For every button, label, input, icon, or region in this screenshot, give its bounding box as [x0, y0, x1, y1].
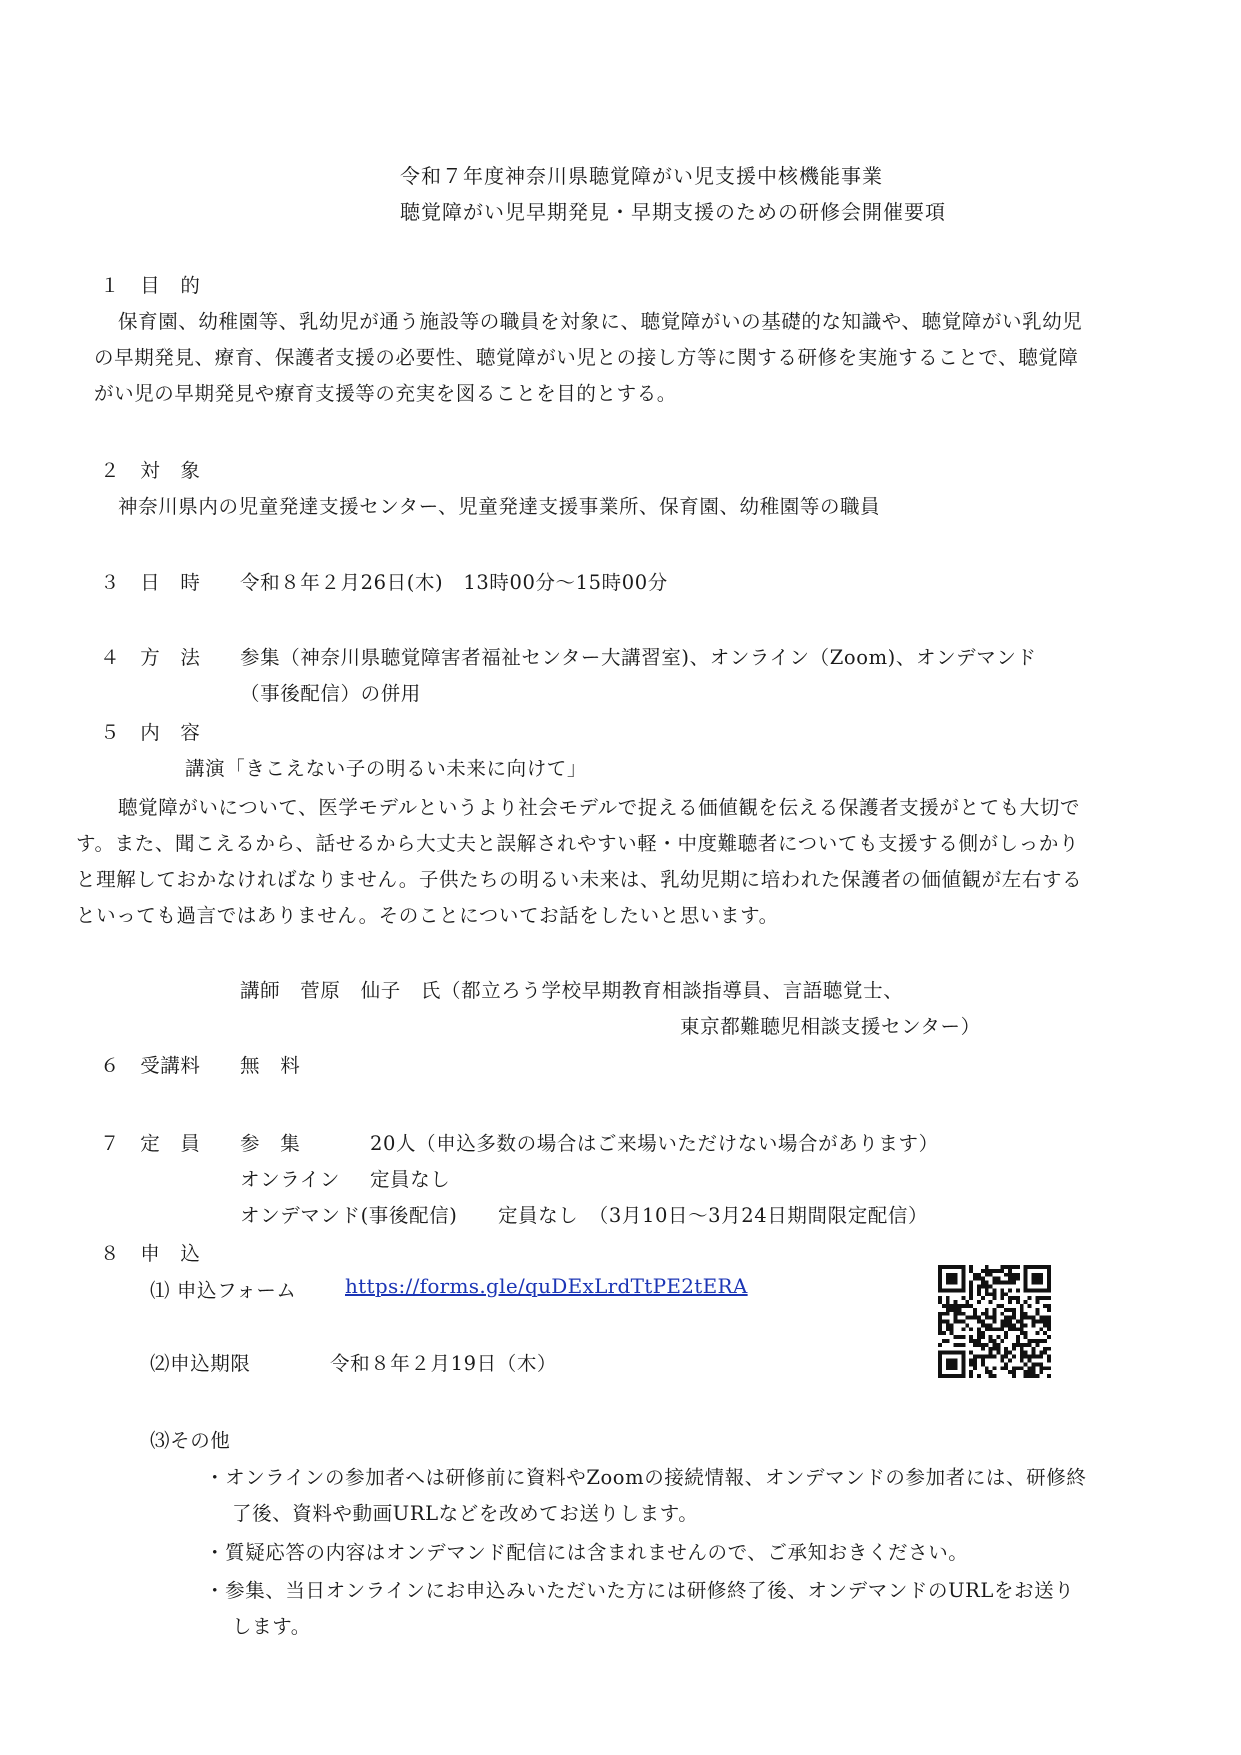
target-text: 神奈川県内の児童発達支援センター、児童発達支援事業所、保育園、幼稚園等の職員 — [118, 495, 881, 518]
section-heading-application: ８ 申 込 — [100, 1242, 201, 1265]
purpose-text-line3: がい児の早期発見や療育支援等の充実を図ることを目的とする。 — [94, 382, 677, 405]
lecturer-line1: 講師 菅原 仙子 氏（都立ろう学校早期教育相談指導員、言語聴覚士、 — [240, 979, 904, 1002]
fee-value: 無 料 — [240, 1054, 301, 1077]
content-text-line1: 聴覚障がいについて、医学モデルというより社会モデルで捉える価値観を伝える保護者支援がとても大切で — [118, 796, 1081, 819]
document-title-line2: 聴覚障がい児早期発見・早期支援のための研修会開催要項 — [400, 200, 946, 224]
section-heading-fee: ６ 受講料 — [100, 1054, 201, 1077]
application-form-label: ⑴ 申込フォーム — [150, 1279, 297, 1302]
capacity-label-online: オンライン — [240, 1168, 340, 1191]
application-other-label: ⑶その他 — [150, 1429, 231, 1452]
section-heading-datetime: ３ 日 時 — [100, 571, 201, 594]
other-bullet1-line2: 了後、資料や動画URLなどを改めてお送りします。 — [232, 1502, 699, 1525]
method-text-line1: 参集（神奈川県聴覚障害者福祉センター大講習室)、オンライン（Zoom)、オンデマンド — [240, 646, 1037, 669]
section-heading-capacity: ７ 定 員 — [100, 1132, 201, 1155]
other-bullet3-line2: します。 — [232, 1615, 311, 1638]
capacity-value-online: 定員なし — [370, 1168, 451, 1191]
section-heading-target: ２ 対 象 — [100, 459, 201, 482]
other-bullet3-line1: ・参集、当日オンラインにお申込みいただいた方には研修終了後、オンデマンドのURLをお送り — [205, 1579, 1075, 1602]
section-heading-content: ５ 内 容 — [100, 721, 201, 744]
lecturer-line2: 東京都難聴児相談支援センター） — [680, 1015, 981, 1038]
content-text-line2: す。また、聞こえるから、話せるから大丈夫と誤解されやすい軽・中度難聴者についても支援する側がしっかり — [76, 832, 1080, 855]
capacity-label-ondemand: オンデマンド(事後配信) — [240, 1204, 458, 1227]
other-bullet1-line1: ・オンラインの参加者へは研修前に資料やZoomの接続情報、オンデマンドの参加者には、研修終 — [205, 1466, 1087, 1489]
application-deadline-value: 令和８年２月19日（木） — [330, 1352, 558, 1375]
method-text-line2: （事後配信）の併用 — [240, 682, 421, 705]
datetime-value: 令和８年２月26日(木) 13時00分～15時00分 — [240, 571, 668, 594]
section-heading-method: ４ 方 法 — [100, 646, 201, 669]
purpose-text-line1: 保育園、幼稚園等、乳幼児が通う施設等の職員を対象に、聴覚障がいの基礎的な知識や、聴覚障がい乳幼児 — [118, 310, 1083, 333]
document-title-line1: 令和７年度神奈川県聴覚障がい児支援中核機能事業 — [400, 164, 883, 188]
qr-code-icon — [938, 1265, 1051, 1378]
other-bullet2: ・質疑応答の内容はオンデマンド配信には含まれませんので、ご承知おきください。 — [205, 1541, 969, 1564]
capacity-value-ondemand: 定員なし （3月10日～3月24日期間限定配信） — [498, 1204, 929, 1227]
application-form-link[interactable]: https://forms.gle/quDExLrdTtPE2tERA — [345, 1274, 748, 1298]
content-text-line4: といっても過言ではありません。そのことについてお話をしたいと思います。 — [76, 904, 779, 927]
content-text-line3: と理解しておかなければなりません。子供たちの明るい未来は、乳幼児期に培われた保護者の価値観が左右する — [76, 868, 1083, 891]
lecture-title: 講演「きこえない子の明るい未来に向けて」 — [185, 757, 588, 780]
application-deadline-label: ⑵申込期限 — [150, 1352, 251, 1375]
capacity-value-onsite: 20人（申込多数の場合はご来場いただけない場合があります） — [370, 1132, 939, 1155]
purpose-text-line2: の早期発見、療育、保護者支援の必要性、聴覚障がい児との接し方等に関する研修を実施することで、聴覚障 — [94, 346, 1079, 369]
capacity-label-onsite: 参 集 — [240, 1132, 301, 1155]
section-heading-purpose: １ 目 的 — [100, 274, 201, 297]
